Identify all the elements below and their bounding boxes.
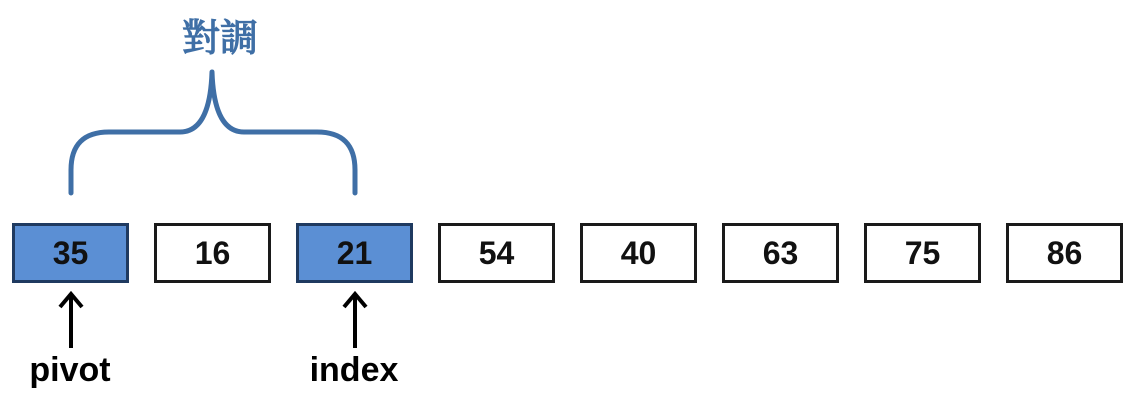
- array-cell-4: 40: [580, 223, 697, 283]
- pivot-label: pivot: [29, 351, 111, 389]
- array-cell-5: 63: [722, 223, 839, 283]
- index-label: index: [309, 351, 399, 389]
- array-cell-0: 35: [12, 223, 129, 283]
- swap-label: 對調: [181, 16, 258, 60]
- array-cell-7: 86: [1006, 223, 1123, 283]
- array-cell-1: 16: [154, 223, 271, 283]
- array-cell-3: 54: [438, 223, 555, 283]
- array-cell-6: 75: [864, 223, 981, 283]
- pivot-arrow: [56, 290, 86, 350]
- array-cell-2: 21: [296, 223, 413, 283]
- index-arrow: [340, 290, 370, 350]
